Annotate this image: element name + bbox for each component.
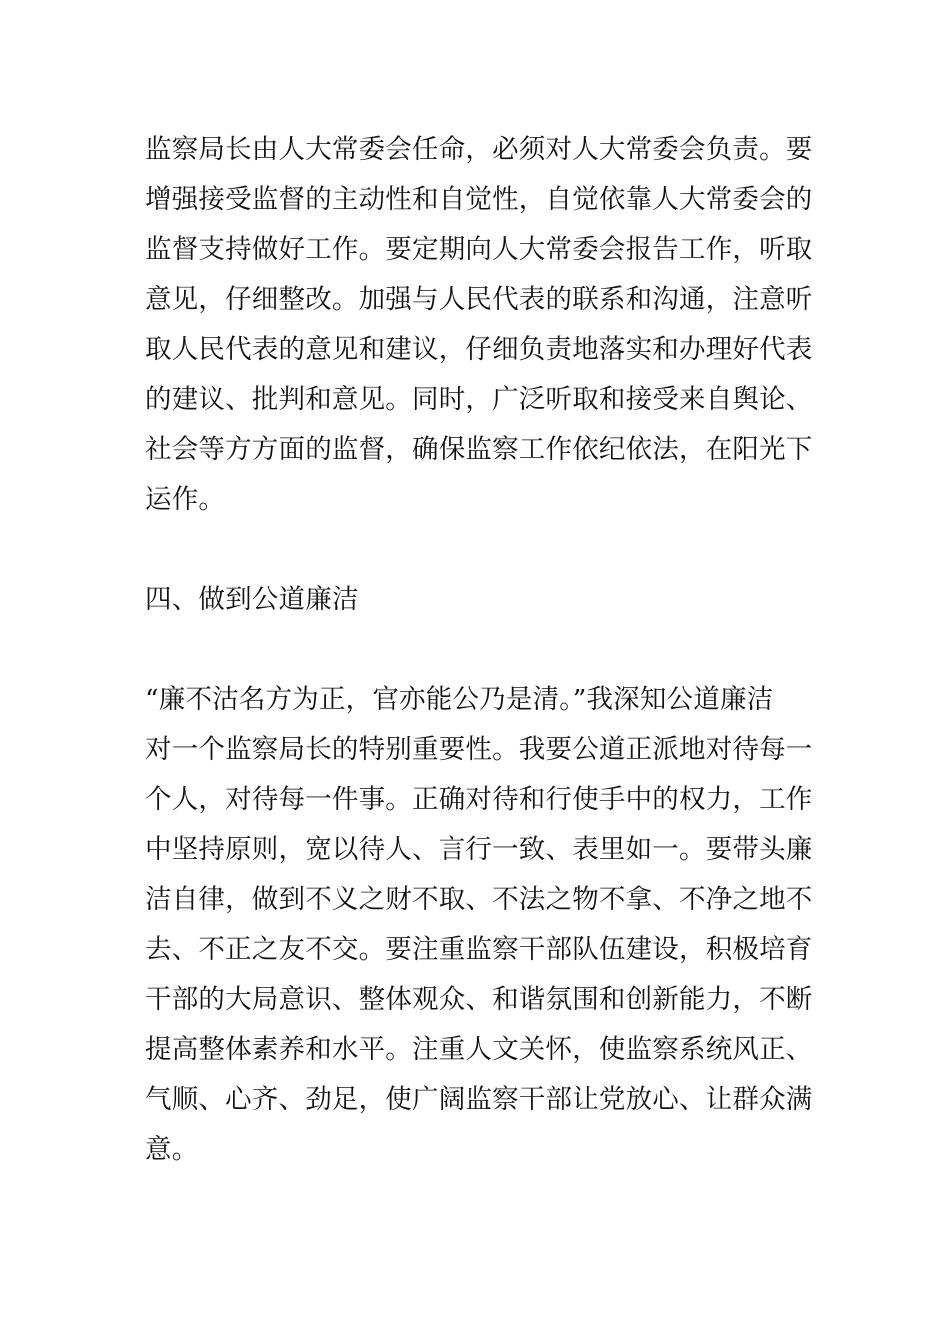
- paragraph-line: 社会等方方面的监督，确保监察工作依纪依法，在阳光下: [145, 434, 813, 465]
- paragraph-line: 运作。: [145, 484, 226, 515]
- paragraph-line: 的建议、批判和意见。同时，广泛听取和接受来自舆论、: [145, 384, 813, 415]
- section-heading-text: 四、做到公道廉洁: [145, 584, 359, 615]
- paragraph-line: 去、不正之友不交。要注重监察干部队伍建设，积极培育: [145, 934, 813, 965]
- paragraph-line: 监察局长由人大常委会任命，必须对人大常委会负责。要: [145, 134, 813, 165]
- paragraph-line: 提高整体素养和水平。注重人文关怀，使监察系统风正、: [145, 1034, 813, 1065]
- paragraph-line: 对一个监察局长的特别重要性。我要公道正派地对待每一: [145, 734, 813, 765]
- paragraph-line: “廉不沽名方为正，官亦能公乃是清。”我深知公道廉洁: [145, 684, 774, 715]
- paragraph-line: 气顺、心齐、劲足，使广阔监察干部让党放心、让群众满: [145, 1084, 813, 1115]
- paragraph-line: 意。: [145, 1134, 199, 1165]
- section-heading: [145, 575, 825, 625]
- paragraph-supervision: [145, 125, 825, 525]
- paragraph-line: 干部的大局意识、整体观众、和谐氛围和创新能力，不断: [145, 984, 813, 1015]
- paragraph-line: 意见，仔细整改。加强与人民代表的联系和沟通，注意听: [145, 284, 813, 315]
- paragraph-line: 增强接受监督的主动性和自觉性，自觉依靠人大常委会的: [145, 184, 813, 215]
- paragraph-line: 中坚持原则，宽以待人、言行一致、表里如一。要带头廉: [145, 834, 813, 865]
- paragraph-line: 监督支持做好工作。要定期向人大常委会报告工作，听取: [145, 234, 813, 265]
- paragraph-line: 个人，对待每一件事。正确对待和行使手中的权力，工作: [145, 784, 813, 815]
- paragraph-line: 取人民代表的意见和建议，仔细负责地落实和办理好代表: [145, 334, 813, 365]
- paragraph-integrity: [145, 675, 825, 1175]
- paragraph-line: 洁自律，做到不义之财不取、不法之物不拿、不净之地不: [145, 884, 813, 915]
